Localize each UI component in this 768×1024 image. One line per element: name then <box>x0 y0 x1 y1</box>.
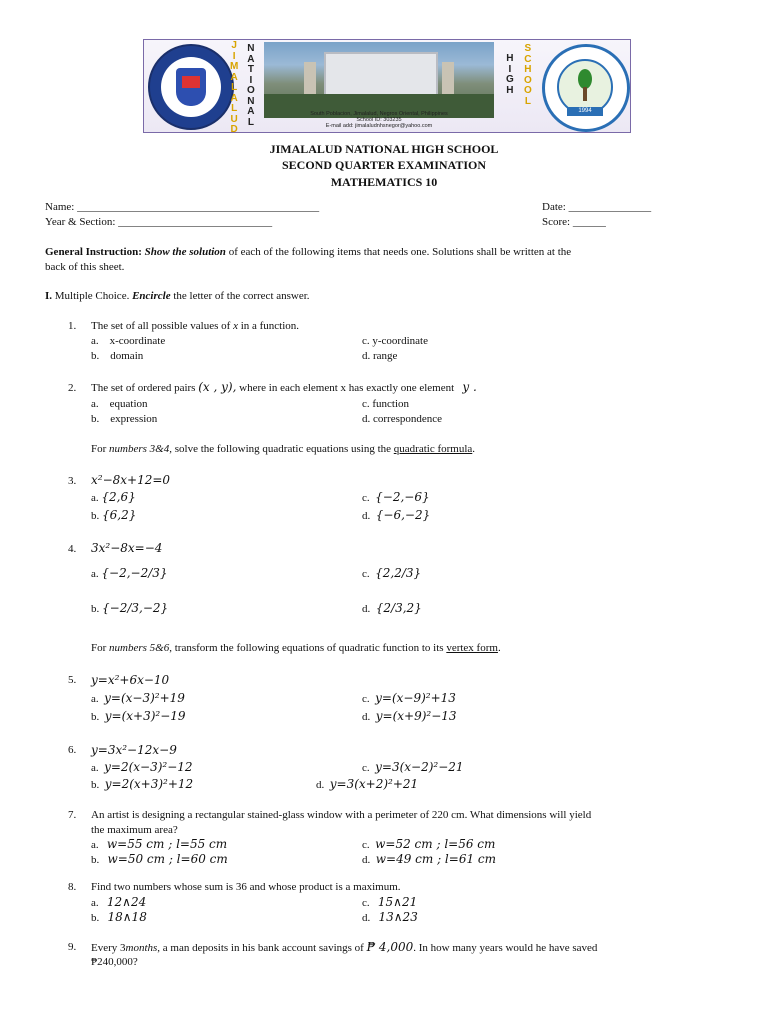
q2-option-b[interactable]: b. expression <box>91 413 158 425</box>
q8-number: 8. <box>68 881 77 893</box>
q6-equation: y=3x²−12x−9 <box>91 743 177 757</box>
school-address: South Poblacion, Jimalalud, Negros Oriental, Philippines <box>310 111 448 117</box>
q4-option-c[interactable]: c. {2,2/3} <box>362 566 422 580</box>
q2-number: 2. <box>68 382 77 394</box>
q5-option-d[interactable]: d. y=(x+9)²−13 <box>362 709 457 723</box>
q2-stem: The set of ordered pairs (x , y), where in each element x has exactly one element y . <box>91 380 477 394</box>
score-field[interactable]: Score: ______ <box>542 216 606 228</box>
q3-option-c[interactable]: c. {−2,−6} <box>362 490 430 504</box>
q9-number: 9. <box>68 941 77 953</box>
q4-option-d[interactable]: d. {2/3,2} <box>362 601 422 615</box>
exam-title: SECOND QUARTER EXAMINATION <box>281 158 487 172</box>
q1-number: 1. <box>68 320 77 332</box>
q8-option-b[interactable]: b. 18∧18 <box>91 910 147 924</box>
q3-number: 3. <box>68 475 77 487</box>
year-section-field[interactable]: Year & Section: ____________________________ <box>45 216 273 228</box>
school-name: JIMALALUD NATIONAL HIGH SCHOOL <box>269 142 499 156</box>
q4-option-a[interactable]: a. {−2,−2/3} <box>91 566 168 580</box>
general-instruction-line2: back of this sheet. <box>45 261 125 273</box>
school-email: E-mail add: jimalaludnhsnegor@yahoo.com <box>325 123 433 129</box>
q8-option-c[interactable]: c. 15∧21 <box>362 895 418 909</box>
q2-option-d[interactable]: d. correspondence <box>362 413 443 425</box>
name-field[interactable]: Name: ____________________________________________ <box>45 201 320 213</box>
school-seal-icon <box>542 44 630 132</box>
subject-title: MATHEMATICS 10 <box>330 175 438 189</box>
q7-number: 7. <box>68 809 77 821</box>
q7-option-c[interactable]: c. w=52 cm ; l=56 cm <box>362 837 496 851</box>
q8-stem: Find two numbers whose sum is 36 and whose product is a maximum. <box>91 881 401 893</box>
q1-stem: The set of all possible values of x in a function. <box>91 320 300 332</box>
q7-option-d[interactable]: d. w=49 cm ; l=61 cm <box>362 852 497 866</box>
q1-option-d[interactable]: d. range <box>362 350 398 362</box>
q6-option-a[interactable]: a. y=2(x−3)²−12 <box>91 760 193 774</box>
q1-option-b[interactable]: b. domain <box>91 350 144 362</box>
q5-equation: y=x²+6x−10 <box>91 673 170 687</box>
note-numbers-5-6: For numbers 5&6, transform the following equations of quadratic function to its vertex form. <box>91 642 501 654</box>
q8-option-a[interactable]: a. 12∧24 <box>91 895 147 909</box>
q3-equation: x²−8x+12=0 <box>91 473 171 487</box>
q3-option-a[interactable]: a. {2,6} <box>91 490 136 504</box>
q4-number: 4. <box>68 543 77 555</box>
q1-option-a[interactable]: a. x-coordinate <box>91 335 166 347</box>
vertical-text-school: S C H O O L <box>524 43 532 107</box>
q4-option-b[interactable]: b. {−2/3,−2} <box>91 601 169 615</box>
vertical-text-national: N A T I O N A L <box>247 43 255 128</box>
q5-number: 5. <box>68 674 77 686</box>
q6-option-d[interactable]: d. y=3(x+2)²+21 <box>316 777 419 791</box>
deped-seal-icon <box>148 44 234 130</box>
school-id: School ID: 303235 <box>356 117 402 123</box>
q2-option-c[interactable]: c. function <box>362 398 410 410</box>
note-numbers-3-4: For numbers 3&4, solve the following quadratic equations using the quadratic formula. <box>91 443 476 455</box>
q8-option-d[interactable]: d. 13∧23 <box>362 910 418 924</box>
q3-option-b[interactable]: b. {6,2} <box>91 508 137 522</box>
seal-year: 1994 <box>567 107 603 116</box>
q7-option-a[interactable]: a. w=55 cm ; l=55 cm <box>91 837 228 851</box>
q2-option-a[interactable]: a. equation <box>91 398 148 410</box>
q6-option-c[interactable]: c. y=3(x−2)²−21 <box>362 760 464 774</box>
q9-stem: Every 3months, a man deposits in his bank account savings of ₱ 4,000. In how many years would he have saved <box>91 940 598 954</box>
q3-option-d[interactable]: d. {−6,−2} <box>362 508 431 522</box>
general-instruction: General Instruction: Show the solution of each of the following items that needs one. Solutions shall be written at the <box>45 246 572 258</box>
q7-stem: An artist is designing a rectangular stained-glass window with a perimeter of 220 cm. What dimensions will yield <box>91 809 592 821</box>
school-banner <box>143 39 631 133</box>
q5-option-b[interactable]: b. y=(x+3)²−19 <box>91 709 186 723</box>
q1-option-c[interactable]: c. y-coordinate <box>362 335 428 347</box>
school-gate-photo <box>264 42 494 118</box>
q4-equation: 3x²−8x=−4 <box>91 541 163 555</box>
date-field[interactable]: Date: _______________ <box>542 201 652 213</box>
section-title: I. Multiple Choice. Encircle the letter of the correct answer. <box>45 290 310 302</box>
q6-option-b[interactable]: b. y=2(x+3)²+12 <box>91 777 194 791</box>
vertical-text-jimalalud: J I M A L A L U D <box>230 40 239 133</box>
q9-stem-line2: ₱240,000? <box>91 956 138 968</box>
q5-option-a[interactable]: a. y=(x−3)²+19 <box>91 691 185 705</box>
q6-number: 6. <box>68 744 77 756</box>
vertical-text-high: H I G H <box>506 53 514 96</box>
q7-option-b[interactable]: b. w=50 cm ; l=60 cm <box>91 852 228 866</box>
q5-option-c[interactable]: c. y=(x−9)²+13 <box>362 691 456 705</box>
q7-stem-line2: the maximum area? <box>91 824 178 836</box>
